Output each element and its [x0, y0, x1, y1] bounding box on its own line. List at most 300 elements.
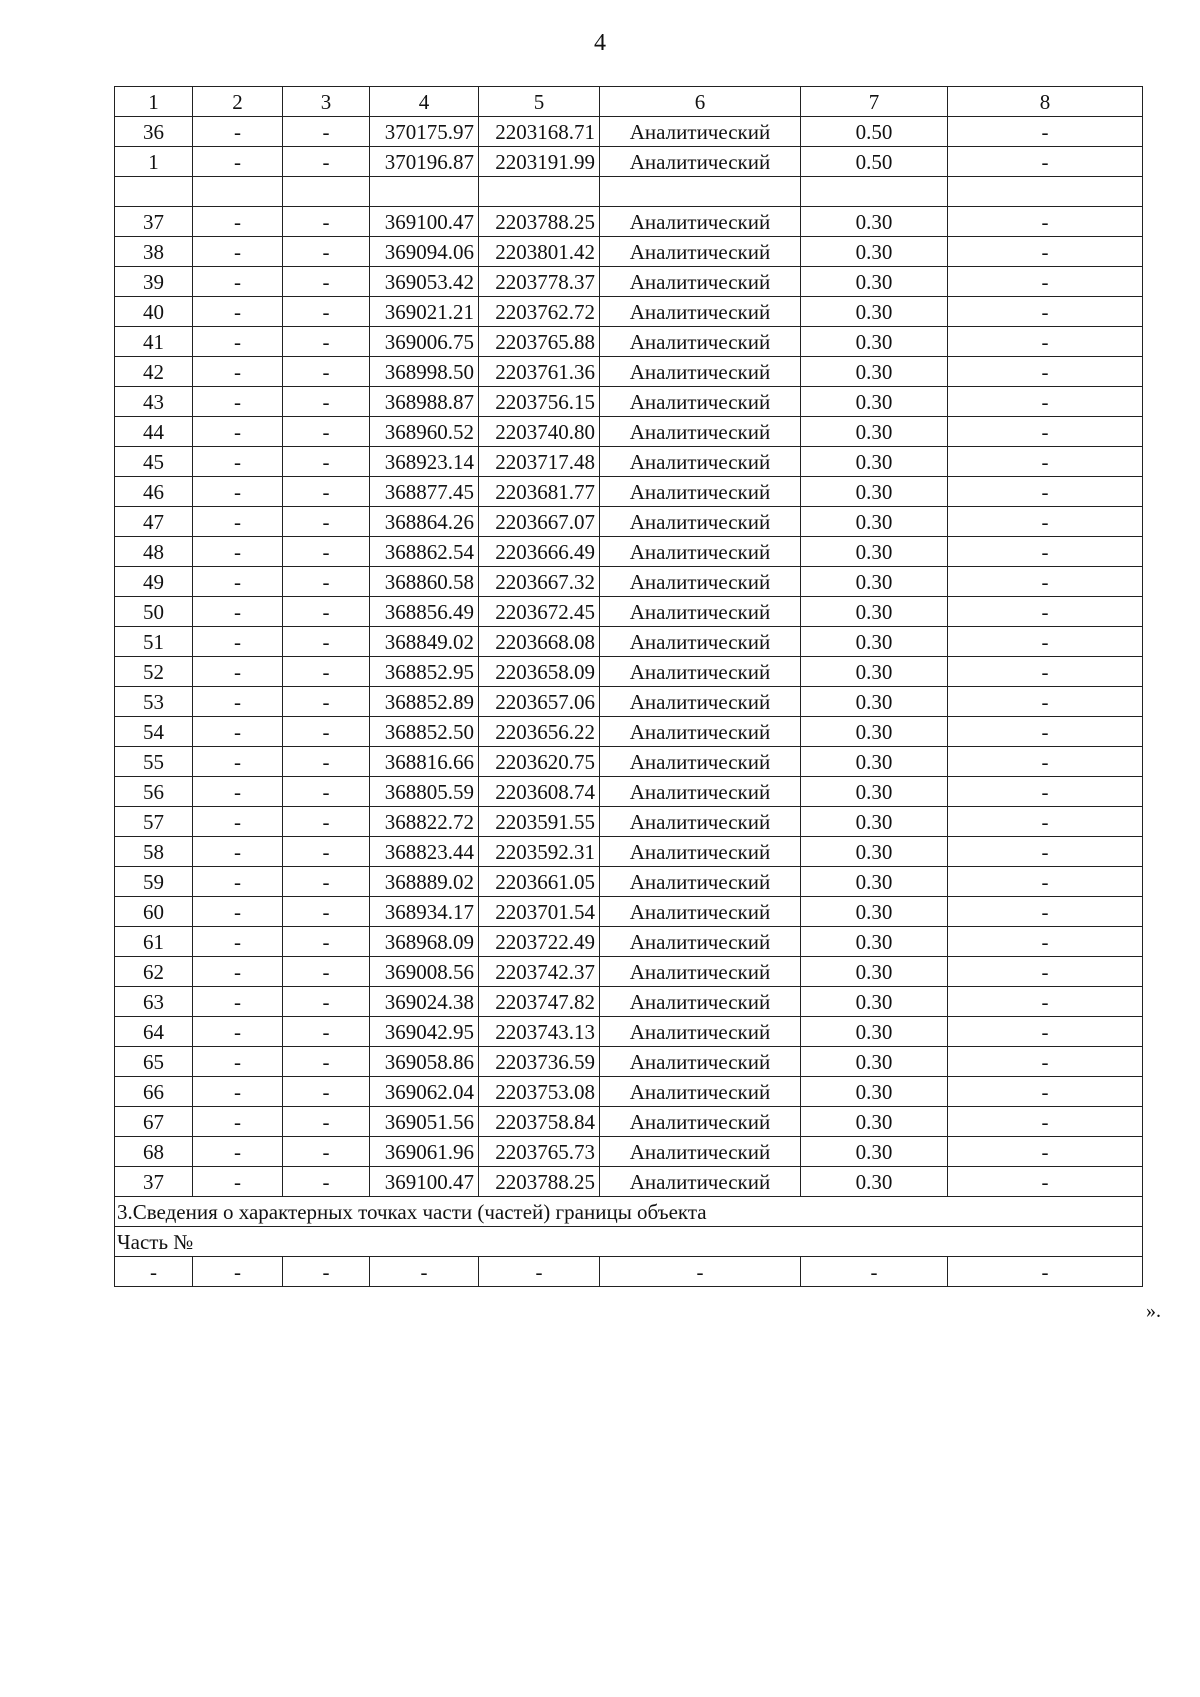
- table-cell-col-7: 0.30: [801, 897, 948, 927]
- table-cell-col-7: 0.30: [801, 597, 948, 627]
- table-cell-col-2: -: [193, 687, 283, 717]
- table-cell-col-7: 0.30: [801, 717, 948, 747]
- table-cell-col-4: 369021.21: [370, 297, 479, 327]
- table-cell-col-8: -: [948, 567, 1143, 597]
- table-row: [115, 867, 1143, 897]
- table-cell-col-5: 2203667.07: [479, 507, 600, 537]
- table-cell-col-8: -: [948, 417, 1143, 447]
- table-cell-col-1: 49: [115, 567, 193, 597]
- table-cell-col-5: 2203668.08: [479, 627, 600, 657]
- table-cell-col-1: 47: [115, 507, 193, 537]
- table-row: [115, 237, 1143, 267]
- table-cell-col-1: 60: [115, 897, 193, 927]
- coordinates-table: [114, 86, 1143, 1287]
- table-cell-col-2: -: [193, 237, 283, 267]
- table-cell-col-5: 2203608.74: [479, 777, 600, 807]
- table-cell-col-4: 368822.72: [370, 807, 479, 837]
- table-cell-col-2: -: [193, 447, 283, 477]
- table-cell-col-3: -: [283, 1077, 370, 1107]
- table-row: [115, 1167, 1143, 1197]
- table-row: [115, 597, 1143, 627]
- table-cell-col-5: 2203788.25: [479, 1167, 600, 1197]
- table-cell-col-1: 55: [115, 747, 193, 777]
- table-row: [115, 1107, 1143, 1137]
- table-row: [115, 807, 1143, 837]
- table-cell-col-4: 369008.56: [370, 957, 479, 987]
- table-cell-col-3: -: [283, 327, 370, 357]
- table-row: [115, 777, 1143, 807]
- table-cell-col-2: -: [193, 1017, 283, 1047]
- part-cell-col-2: -: [193, 1257, 283, 1287]
- table-row: [115, 267, 1143, 297]
- table-cell-col-1: 62: [115, 957, 193, 987]
- table-cell-col-4: 368852.89: [370, 687, 479, 717]
- table-cell-col-6: Аналитический: [600, 597, 801, 627]
- column-number-8: 8: [948, 87, 1143, 117]
- table-cell-col-2: -: [193, 777, 283, 807]
- table-cell-col-7: 0.30: [801, 537, 948, 567]
- table-cell-col-3: -: [283, 627, 370, 657]
- table-cell-col-5: 2203765.73: [479, 1137, 600, 1167]
- table-cell-col-4: 368805.59: [370, 777, 479, 807]
- table-cell-col-2: -: [193, 1077, 283, 1107]
- table-cell-col-2: -: [193, 417, 283, 447]
- table-cell-col-3: -: [283, 717, 370, 747]
- table-cell-col-3: -: [283, 357, 370, 387]
- table-cell-col-8: -: [948, 837, 1143, 867]
- table-cell-col-2: -: [193, 207, 283, 237]
- table-cell-col-1: 68: [115, 1137, 193, 1167]
- table-row: [115, 897, 1143, 927]
- table-cell-col-6: Аналитический: [600, 927, 801, 957]
- table-cell-col-6: Аналитический: [600, 477, 801, 507]
- table-cell-col-3: -: [283, 687, 370, 717]
- table-cell-col-8: -: [948, 807, 1143, 837]
- table-cell-col-6: Аналитический: [600, 717, 801, 747]
- table-cell-col-3: -: [283, 537, 370, 567]
- table-cell-col-3: -: [283, 747, 370, 777]
- part-label: Часть №: [115, 1227, 1143, 1257]
- table-cell-col-8: -: [948, 597, 1143, 627]
- table-cell-col-8: -: [948, 117, 1143, 147]
- table-cell-col-5: 2203788.25: [479, 207, 600, 237]
- table-cell-col-8: -: [948, 777, 1143, 807]
- table-cell-col-4: 368860.58: [370, 567, 479, 597]
- table-cell-col-7: 0.30: [801, 627, 948, 657]
- table-cell-col-5: 2203191.99: [479, 147, 600, 177]
- table-cell-col-7: 0.50: [801, 117, 948, 147]
- table-cell-col-5: 2203778.37: [479, 267, 600, 297]
- table-cell-col-4: 369061.96: [370, 1137, 479, 1167]
- table-cell-col-5: [479, 177, 600, 207]
- table-row: [115, 1017, 1143, 1047]
- part-row: [115, 1257, 1143, 1287]
- column-number-3: 3: [283, 87, 370, 117]
- table-cell-col-4: 368862.54: [370, 537, 479, 567]
- table-cell-col-8: -: [948, 627, 1143, 657]
- table-cell-col-8: -: [948, 1017, 1143, 1047]
- table-cell-col-3: -: [283, 147, 370, 177]
- table-cell-col-5: 2203801.42: [479, 237, 600, 267]
- table-row: [115, 177, 1143, 207]
- table-cell-col-6: Аналитический: [600, 117, 801, 147]
- table-cell-col-8: -: [948, 207, 1143, 237]
- table-cell-col-3: -: [283, 1017, 370, 1047]
- table-cell-col-4: 368923.14: [370, 447, 479, 477]
- table-cell-col-1: 45: [115, 447, 193, 477]
- table-cell-col-8: -: [948, 1167, 1143, 1197]
- table-cell-col-8: -: [948, 687, 1143, 717]
- table-cell-col-6: Аналитический: [600, 237, 801, 267]
- table-cell-col-6: Аналитический: [600, 807, 801, 837]
- table-cell-col-1: 54: [115, 717, 193, 747]
- table-cell-col-1: 56: [115, 777, 193, 807]
- page-number: 4: [594, 30, 606, 56]
- table-cell-col-4: 369094.06: [370, 237, 479, 267]
- table-cell-col-3: -: [283, 237, 370, 267]
- table-cell-col-3: -: [283, 867, 370, 897]
- table-cell-col-4: 368968.09: [370, 927, 479, 957]
- table-cell-col-4: 369100.47: [370, 1167, 479, 1197]
- part-cell-col-3: -: [283, 1257, 370, 1287]
- table-cell-col-4: 368864.26: [370, 507, 479, 537]
- table-row: [115, 627, 1143, 657]
- table-cell-col-8: -: [948, 867, 1143, 897]
- table-cell-col-3: -: [283, 777, 370, 807]
- table-cell-col-8: -: [948, 897, 1143, 927]
- table-cell-col-4: 368816.66: [370, 747, 479, 777]
- table-cell-col-7: 0.30: [801, 477, 948, 507]
- table-cell-col-6: Аналитический: [600, 687, 801, 717]
- table-cell-col-5: 2203658.09: [479, 657, 600, 687]
- table-cell-col-2: -: [193, 1047, 283, 1077]
- table-cell-col-7: 0.30: [801, 687, 948, 717]
- table-cell-col-2: -: [193, 657, 283, 687]
- table-cell-col-7: 0.30: [801, 927, 948, 957]
- column-number-2: 2: [193, 87, 283, 117]
- table-row: [115, 357, 1143, 387]
- table-cell-col-3: -: [283, 117, 370, 147]
- table-cell-col-1: 58: [115, 837, 193, 867]
- table-cell-col-6: Аналитический: [600, 987, 801, 1017]
- table-cell-col-7: 0.30: [801, 327, 948, 357]
- table-cell-col-2: -: [193, 747, 283, 777]
- table-cell-col-4: [370, 177, 479, 207]
- table-cell-col-4: 368960.52: [370, 417, 479, 447]
- table-cell-col-5: 2203592.31: [479, 837, 600, 867]
- table-cell-col-8: -: [948, 507, 1143, 537]
- table-cell-col-1: 37: [115, 207, 193, 237]
- table-cell-col-3: -: [283, 1107, 370, 1137]
- table-cell-col-8: -: [948, 717, 1143, 747]
- table-cell-col-2: -: [193, 507, 283, 537]
- table-cell-col-2: [193, 177, 283, 207]
- table-cell-col-2: -: [193, 597, 283, 627]
- header-row: [115, 87, 1143, 117]
- table-cell-col-6: Аналитический: [600, 357, 801, 387]
- table-cell-col-4: 368852.50: [370, 717, 479, 747]
- table-cell-col-6: Аналитический: [600, 207, 801, 237]
- table-row: [115, 747, 1143, 777]
- table-cell-col-1: 40: [115, 297, 193, 327]
- table-row: [115, 327, 1143, 357]
- table-cell-col-2: -: [193, 957, 283, 987]
- table-cell-col-6: Аналитический: [600, 867, 801, 897]
- table-cell-col-8: -: [948, 927, 1143, 957]
- part-cell-col-4: -: [370, 1257, 479, 1287]
- table-cell-col-7: 0.30: [801, 237, 948, 267]
- part-cell-col-8: -: [948, 1257, 1143, 1287]
- table-cell-col-4: 369051.56: [370, 1107, 479, 1137]
- table-cell-col-7: 0.50: [801, 147, 948, 177]
- table-cell-col-1: 59: [115, 867, 193, 897]
- table-cell-col-2: -: [193, 327, 283, 357]
- table-cell-col-8: -: [948, 987, 1143, 1017]
- table-cell-col-3: -: [283, 207, 370, 237]
- table-cell-col-6: [600, 177, 801, 207]
- table-cell-col-3: -: [283, 1167, 370, 1197]
- table-cell-col-5: 2203740.80: [479, 417, 600, 447]
- table-cell-col-8: -: [948, 1107, 1143, 1137]
- table-cell-col-5: 2203743.13: [479, 1017, 600, 1047]
- table-cell-col-7: 0.30: [801, 867, 948, 897]
- table-cell-col-7: 0.30: [801, 957, 948, 987]
- table-cell-col-8: -: [948, 657, 1143, 687]
- table-cell-col-2: -: [193, 1107, 283, 1137]
- table-cell-col-6: Аналитический: [600, 657, 801, 687]
- table-cell-col-3: -: [283, 1047, 370, 1077]
- table-row: [115, 207, 1143, 237]
- table-cell-col-8: [948, 177, 1143, 207]
- table-cell-col-8: -: [948, 357, 1143, 387]
- table-cell-col-5: 2203168.71: [479, 117, 600, 147]
- table-cell-col-5: 2203742.37: [479, 957, 600, 987]
- table-body: [115, 117, 1143, 1287]
- table-header: [115, 87, 1143, 117]
- table-row: [115, 987, 1143, 1017]
- table-cell-col-1: 64: [115, 1017, 193, 1047]
- table-cell-col-7: 0.30: [801, 1017, 948, 1047]
- table-cell-col-2: -: [193, 897, 283, 927]
- table-cell-col-6: Аналитический: [600, 567, 801, 597]
- table-cell-col-5: 2203591.55: [479, 807, 600, 837]
- table-cell-col-6: Аналитический: [600, 507, 801, 537]
- table-cell-col-6: Аналитический: [600, 1047, 801, 1077]
- table-cell-col-4: 368852.95: [370, 657, 479, 687]
- column-number-4: 4: [370, 87, 479, 117]
- table-cell-col-5: 2203747.82: [479, 987, 600, 1017]
- table-cell-col-8: -: [948, 237, 1143, 267]
- table-cell-col-5: 2203657.06: [479, 687, 600, 717]
- table-cell-col-2: -: [193, 117, 283, 147]
- column-number-5: 5: [479, 87, 600, 117]
- table-cell-col-6: Аналитический: [600, 1077, 801, 1107]
- table-row: [115, 507, 1143, 537]
- table-cell-col-7: 0.30: [801, 657, 948, 687]
- table-cell-col-2: -: [193, 927, 283, 957]
- table-cell-col-8: -: [948, 297, 1143, 327]
- column-number-1: 1: [115, 87, 193, 117]
- table-cell-col-5: 2203717.48: [479, 447, 600, 477]
- part-cell-col-6: -: [600, 1257, 801, 1287]
- table-row: [115, 477, 1143, 507]
- table-cell-col-8: -: [948, 1137, 1143, 1167]
- table-cell-col-5: 2203672.45: [479, 597, 600, 627]
- table-cell-col-2: -: [193, 627, 283, 657]
- table-cell-col-1: 66: [115, 1077, 193, 1107]
- table-cell-col-7: 0.30: [801, 387, 948, 417]
- table-cell-col-7: 0.30: [801, 1107, 948, 1137]
- table-cell-col-3: -: [283, 807, 370, 837]
- table-cell-col-3: -: [283, 477, 370, 507]
- table-cell-col-4: 369058.86: [370, 1047, 479, 1077]
- section-title: 3.Сведения о характерных точках части (частей) границы объекта: [115, 1197, 1143, 1227]
- table-row: [115, 717, 1143, 747]
- table-cell-col-5: 2203756.15: [479, 387, 600, 417]
- table-cell-col-6: Аналитический: [600, 537, 801, 567]
- part-label-row: [115, 1227, 1143, 1257]
- table-cell-col-5: 2203758.84: [479, 1107, 600, 1137]
- table-cell-col-4: 368934.17: [370, 897, 479, 927]
- table-cell-col-1: 57: [115, 807, 193, 837]
- table-row: [115, 117, 1143, 147]
- table-cell-col-3: -: [283, 987, 370, 1017]
- table-cell-col-6: Аналитический: [600, 147, 801, 177]
- table-cell-col-2: -: [193, 477, 283, 507]
- table-cell-col-2: -: [193, 1167, 283, 1197]
- table-cell-col-7: 0.30: [801, 1077, 948, 1107]
- table-cell-col-1: 65: [115, 1047, 193, 1077]
- table-cell-col-3: -: [283, 927, 370, 957]
- part-cell-col-5: -: [479, 1257, 600, 1287]
- table-cell-col-5: 2203736.59: [479, 1047, 600, 1077]
- section-title-row: [115, 1197, 1143, 1227]
- table-cell-col-6: Аналитический: [600, 327, 801, 357]
- table-row: [115, 687, 1143, 717]
- table-cell-col-4: 369006.75: [370, 327, 479, 357]
- table-cell-col-2: -: [193, 387, 283, 417]
- table-row: [115, 567, 1143, 597]
- table-cell-col-4: 368998.50: [370, 357, 479, 387]
- table-cell-col-8: -: [948, 387, 1143, 417]
- table-cell-col-5: 2203722.49: [479, 927, 600, 957]
- table-row: [115, 1047, 1143, 1077]
- table-cell-col-4: 369100.47: [370, 207, 479, 237]
- table-cell-col-3: -: [283, 297, 370, 327]
- table-cell-col-1: [115, 177, 193, 207]
- table-cell-col-8: -: [948, 147, 1143, 177]
- column-number-6: 6: [600, 87, 801, 117]
- table-row: [115, 387, 1143, 417]
- table-cell-col-2: -: [193, 987, 283, 1017]
- table-cell-col-7: 0.30: [801, 417, 948, 447]
- table-cell-col-8: -: [948, 747, 1143, 777]
- table-cell-col-1: 63: [115, 987, 193, 1017]
- table-cell-col-3: -: [283, 447, 370, 477]
- table-cell-col-7: 0.30: [801, 987, 948, 1017]
- table-cell-col-5: 2203761.36: [479, 357, 600, 387]
- table-cell-col-5: 2203661.05: [479, 867, 600, 897]
- table-row: [115, 1137, 1143, 1167]
- table-cell-col-1: 61: [115, 927, 193, 957]
- table-cell-col-2: -: [193, 297, 283, 327]
- table-cell-col-4: 370196.87: [370, 147, 479, 177]
- table-cell-col-7: [801, 177, 948, 207]
- table-cell-col-1: 42: [115, 357, 193, 387]
- table-cell-col-6: Аналитический: [600, 1017, 801, 1047]
- table-cell-col-1: 46: [115, 477, 193, 507]
- table-cell-col-4: 370175.97: [370, 117, 479, 147]
- table-cell-col-7: 0.30: [801, 837, 948, 867]
- table-cell-col-8: -: [948, 957, 1143, 987]
- table-cell-col-7: 0.30: [801, 207, 948, 237]
- table-cell-col-7: 0.30: [801, 1137, 948, 1167]
- table-cell-col-1: 53: [115, 687, 193, 717]
- table-cell-col-2: -: [193, 267, 283, 297]
- table-cell-col-1: 37: [115, 1167, 193, 1197]
- closing-quote-mark: ».: [1146, 1300, 1161, 1322]
- table-row: [115, 1077, 1143, 1107]
- table-cell-col-4: 369024.38: [370, 987, 479, 1017]
- table-cell-col-6: Аналитический: [600, 387, 801, 417]
- column-number-7: 7: [801, 87, 948, 117]
- table-cell-col-8: -: [948, 267, 1143, 297]
- table-cell-col-8: -: [948, 1047, 1143, 1077]
- table-cell-col-3: -: [283, 507, 370, 537]
- table-row: [115, 417, 1143, 447]
- table-cell-col-1: 48: [115, 537, 193, 567]
- table-cell-col-8: -: [948, 1077, 1143, 1107]
- table-row: [115, 657, 1143, 687]
- table-cell-col-7: 0.30: [801, 447, 948, 477]
- table-cell-col-3: -: [283, 657, 370, 687]
- table-cell-col-3: -: [283, 387, 370, 417]
- table-cell-col-6: Аналитический: [600, 627, 801, 657]
- table-cell-col-5: 2203681.77: [479, 477, 600, 507]
- table-cell-col-3: -: [283, 597, 370, 627]
- table-cell-col-6: Аналитический: [600, 267, 801, 297]
- table-cell-col-7: 0.30: [801, 507, 948, 537]
- table-cell-col-3: -: [283, 1137, 370, 1167]
- table-row: [115, 837, 1143, 867]
- table-cell-col-5: 2203620.75: [479, 747, 600, 777]
- table-cell-col-3: -: [283, 837, 370, 867]
- table-cell-col-6: Аналитический: [600, 1107, 801, 1137]
- table-cell-col-4: 368877.45: [370, 477, 479, 507]
- table-cell-col-5: 2203762.72: [479, 297, 600, 327]
- table-cell-col-1: 44: [115, 417, 193, 447]
- table-cell-col-6: Аналитический: [600, 747, 801, 777]
- table-cell-col-7: 0.30: [801, 1167, 948, 1197]
- table-cell-col-4: 369053.42: [370, 267, 479, 297]
- table-cell-col-7: 0.30: [801, 1047, 948, 1077]
- table-cell-col-3: -: [283, 567, 370, 597]
- table-cell-col-7: 0.30: [801, 357, 948, 387]
- table-row: [115, 957, 1143, 987]
- table-cell-col-3: -: [283, 957, 370, 987]
- table-cell-col-4: 368849.02: [370, 627, 479, 657]
- table-cell-col-1: 50: [115, 597, 193, 627]
- table-cell-col-1: 36: [115, 117, 193, 147]
- table-cell-col-7: 0.30: [801, 267, 948, 297]
- table-cell-col-5: 2203701.54: [479, 897, 600, 927]
- table-cell-col-4: 369042.95: [370, 1017, 479, 1047]
- table-cell-col-6: Аналитический: [600, 897, 801, 927]
- table-cell-col-6: Аналитический: [600, 447, 801, 477]
- table-cell-col-4: 368823.44: [370, 837, 479, 867]
- table-row: [115, 147, 1143, 177]
- table-cell-col-8: -: [948, 447, 1143, 477]
